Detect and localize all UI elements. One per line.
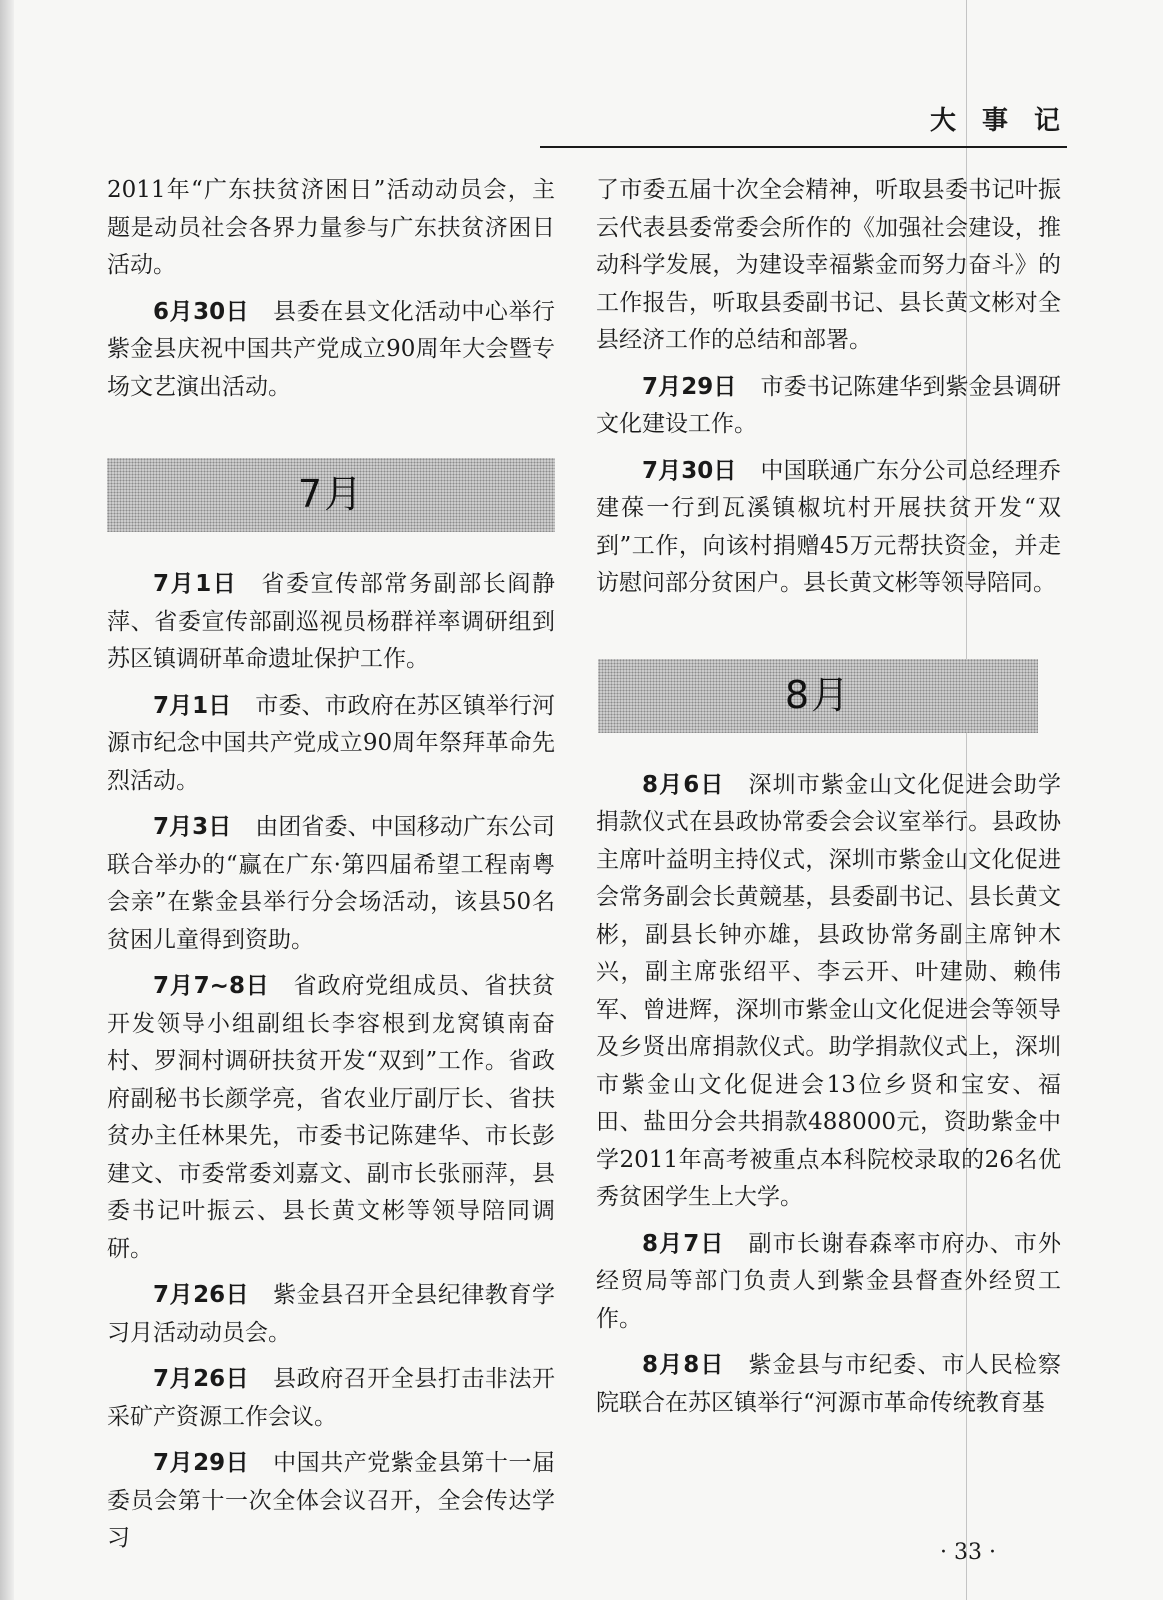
- event-entry: [107, 688, 555, 801]
- event-text: 中国联通广东分公司总经理乔建葆一行到瓦溪镇椒坑村开展扶贫开发“双到”工作，向该村捐赠45万元帮扶资金，并走访慰问部分贫困户。县长黄文彬等领导陪同。: [596, 457, 1062, 596]
- event-date: 8月7日: [642, 1230, 725, 1257]
- event-date: 8月6日: [642, 771, 725, 798]
- event-date: 7月1日: [153, 571, 238, 597]
- event-text: 副市长谢春森率市府办、市外经贸局等部门负责人到紫金县督查外经贸工作。: [596, 1230, 1062, 1332]
- event-entry: [596, 369, 1061, 444]
- event-date: 7月30日: [642, 457, 737, 484]
- event-text: 市委、市政府在苏区镇举行河源市纪念中国共产党成立90周年祭拜革命先烈活动。: [107, 692, 556, 794]
- event-date: 7月26日: [153, 1282, 250, 1308]
- event-entry: [596, 767, 1061, 1217]
- header-rule: [540, 146, 1067, 148]
- event-text: 市委书记陈建华到紫金县调研文化建设工作。: [596, 373, 1062, 437]
- event-date: 6月30日: [153, 298, 250, 325]
- running-header-title: 大事记: [930, 106, 1087, 136]
- event-date: 8月8日: [642, 1352, 725, 1378]
- event-date: 7月29日: [153, 1450, 250, 1476]
- event-text: 紫金县召开全县纪律教育学习月活动动员会。: [107, 1282, 555, 1346]
- event-text: 县委在县文化活动中心举行紫金县庆祝中国共产党成立90周年大会暨专场文艺演出活动。: [107, 298, 555, 400]
- event-date: 7月7~8日: [153, 973, 270, 999]
- event-text: 由团省委、中国移动广东公司联合举办的“赢在广东·第四届希望工程南粤会亲”在紫金县举行分会场活动，该县50名贫困儿童得到资助。: [107, 814, 556, 953]
- event-text: 县政府召开全县打击非法开采矿产资源工作会议。: [107, 1366, 555, 1430]
- month-heading-label: 8月: [784, 672, 852, 717]
- event-entry: [596, 453, 1061, 603]
- continuation-paragraph: 了市委五届十次全会精神，听取县委书记叶振云代表县委常委会所作的《加强社会建设，推动科学发展，为建设幸福紫金而努力奋斗》的工作报告，听取县委副书记、县长黄文彬对全县经济工作的总结和部署。: [596, 177, 1061, 353]
- month-heading-july: [107, 458, 555, 532]
- event-entry: [107, 809, 555, 959]
- page-edge-shadow: [0, 0, 14, 1600]
- month-heading-august: [598, 659, 1038, 733]
- event-date: 7月29日: [642, 373, 737, 400]
- event-date: 7月1日: [153, 692, 232, 719]
- left-column: [107, 172, 555, 1567]
- event-date: 7月3日: [153, 814, 232, 840]
- event-date: 7月26日: [153, 1366, 250, 1392]
- right-column: [596, 172, 1061, 1431]
- month-heading-label: 7月: [297, 472, 365, 517]
- event-entry: [107, 566, 555, 679]
- event-entry: [107, 1445, 555, 1558]
- event-text: 紫金县与市纪委、市人民检察院联合在苏区镇举行“河源市革命传统教育基: [596, 1352, 1062, 1416]
- event-entry: [107, 1361, 555, 1436]
- event-text: 省委宣传部常务副部长阎静萍、省委宣传部副巡视员杨群祥率调研组到苏区镇调研革命遗址保护工作。: [107, 571, 555, 672]
- event-entry: [596, 1226, 1061, 1339]
- intro-paragraph: 2011年“广东扶贫济困日”活动动员会，主题是动员社会各界力量参与广东扶贫济困日活动。: [107, 177, 555, 278]
- event-text: 中国共产党紫金县第十一届委员会第十一次全体会议召开，全会传达学习: [107, 1450, 555, 1551]
- event-text: 省政府党组成员、省扶贫开发领导小组副组长李容根到龙窝镇南奋村、罗洞村调研扶贫开发“双到”工作。省政府副秘书长颜学亮，省农业厅副厅长、省扶贫办主任林果先，市委书记陈建华、市长彭建文、市委常委刘嘉文、副市长张丽萍，县委书记叶振云、县长黄文彬等领导陪同调研。: [107, 973, 555, 1262]
- event-text: 深圳市紫金山文化促进会助学捐款仪式在县政协常委会会议室举行。县政协主席叶益明主持仪式，深圳市紫金山文化促进会常务副会长黄競基，县委副书记、县长黄文彬，副县长钟亦雄，县政协常务副主席钟木兴，副主席张绍平、李云开、叶建勋、赖伟军、曾进辉，深圳市紫金山文化促进会等领导及乡贤出席捐款仪式。助学捐款仪式上，深圳市紫金山文化促进会13位乡贤和宝安、福田、盐田分会共捐款488000元，资助紫金中学2011年高考被重点本科院校录取的26名优秀贫困学生上大学。: [596, 771, 1062, 1210]
- event-entry: [107, 1277, 555, 1352]
- event-entry: [596, 1347, 1061, 1422]
- page-number: · 33 ·: [940, 1540, 996, 1565]
- event-entry: [107, 968, 555, 1268]
- event-entry: [107, 294, 555, 407]
